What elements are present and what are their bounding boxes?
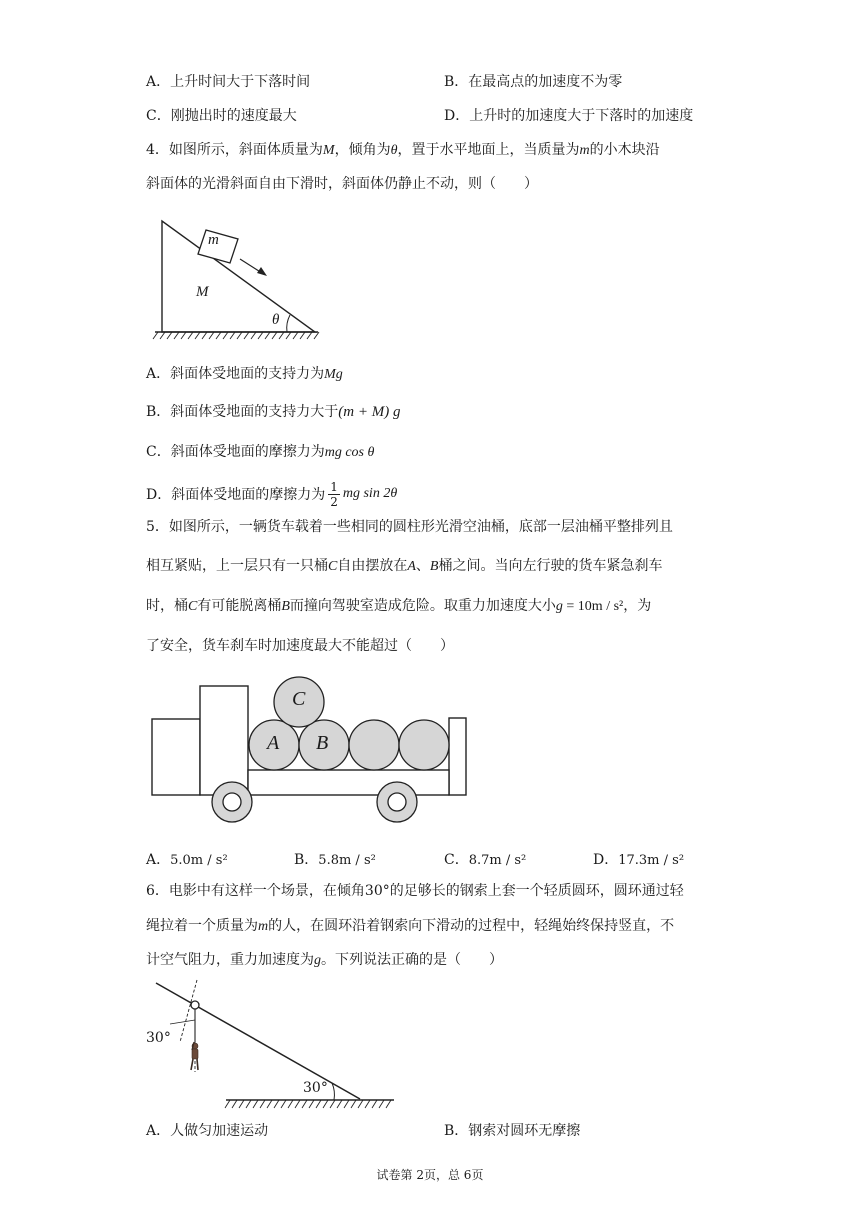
q5-option-a bbox=[146, 850, 228, 871]
q4-option-d-text: D．斜面体受地面的摩擦力为 bbox=[146, 487, 326, 503]
q4-option-d-math: mg sin 2θ bbox=[342, 486, 398, 501]
q5-truck-figure bbox=[148, 676, 473, 821]
q5-text: 桶之间。当向左行驶的货车紧急刹车 bbox=[438, 558, 663, 574]
q6-zipline-figure bbox=[150, 980, 400, 1110]
q5-text: 时，桶 bbox=[146, 598, 188, 614]
q5-option-d-letter: D． bbox=[593, 852, 619, 868]
q5-option-c-value: 8.7m / s² bbox=[468, 853, 527, 868]
q4-var-M: M bbox=[322, 143, 335, 158]
q3-option-a: A．上升时间大于下落时间 bbox=[146, 74, 311, 90]
q5-stem-line1: 5．如图所示，一辆货车载着一些相同的圆柱形光滑空油桶，底部一层油桶平整排列且 bbox=[146, 519, 673, 535]
q4-text: 4．如图所示，斜面体质量为 bbox=[146, 142, 323, 158]
q5-var-C: C bbox=[328, 559, 338, 574]
q4-option-b-math: (m + M) g bbox=[338, 404, 401, 420]
q5-var-B: B bbox=[281, 599, 290, 614]
q5-option-b-letter: B． bbox=[294, 852, 319, 868]
q5-var-A: A bbox=[407, 559, 416, 574]
q5-text: 相互紧贴，上一层只有一只桶 bbox=[146, 558, 328, 574]
q5-text: ，为 bbox=[623, 598, 652, 614]
q3-option-b: B．在最高点的加速度不为零 bbox=[444, 74, 623, 90]
q6-stem-line3 bbox=[146, 950, 503, 971]
q6-text: 6．电影中有这样一个场景，在倾角 bbox=[146, 883, 365, 899]
q6-stem-line2 bbox=[146, 916, 674, 937]
q6-option-b: B．钢索对圆环无摩擦 bbox=[444, 1123, 581, 1139]
q6-fig-angle-left: 30° bbox=[146, 1030, 171, 1046]
q3-option-c: C．刚抛出时的速度最大 bbox=[146, 108, 297, 124]
q6-var-m: m bbox=[258, 919, 269, 934]
q5-text: 自由摆放在 bbox=[337, 558, 408, 574]
person-figure bbox=[191, 1042, 198, 1070]
q5-stem-line3 bbox=[146, 596, 651, 617]
q6-fig-angle-bottom: 30° bbox=[303, 1080, 328, 1096]
q5-option-d bbox=[593, 850, 684, 871]
fraction-denominator: 2 bbox=[330, 494, 338, 509]
q4-option-d-fraction bbox=[328, 480, 340, 509]
q5-fig-label-B: B bbox=[316, 732, 329, 754]
q4-incline-figure bbox=[150, 215, 330, 340]
q5-option-b-value: 5.8m / s² bbox=[318, 853, 376, 868]
q5-option-c-letter: C． bbox=[444, 852, 469, 868]
q4-var-theta: θ bbox=[390, 143, 398, 158]
q5-option-a-value: 5.0m / s² bbox=[170, 853, 228, 868]
q5-fig-label-A: A bbox=[267, 732, 280, 754]
q5-option-c bbox=[444, 850, 526, 871]
q6-var-g: g bbox=[314, 953, 321, 968]
q3-option-d: D．上升时的加速度大于下落时的加速度 bbox=[444, 108, 694, 124]
q4-option-c-math: mg cos θ bbox=[324, 445, 375, 460]
q5-var-B: B bbox=[429, 559, 439, 574]
q6-text: 的足够长的钢索上套一个轻质圆环，圆环通过轻 bbox=[389, 883, 684, 899]
q6-option-a: A．人做匀加速运动 bbox=[146, 1123, 269, 1139]
q4-text: ，倾角为 bbox=[334, 142, 391, 158]
q5-option-d-value: 17.3m / s² bbox=[618, 853, 685, 868]
q4-option-a-text: A．斜面体受地面的支持力为 bbox=[146, 366, 325, 382]
q5-g-value: = 10m / s² bbox=[562, 599, 624, 614]
q6-stem-line1 bbox=[146, 881, 684, 901]
q5-stem-line4: 了安全，货车刹车时加速度最大不能超过（ ） bbox=[146, 638, 454, 654]
q6-text: 的人，在圆环沿着钢索向下滑动的过程中，轻绳始终保持竖直，不 bbox=[268, 918, 675, 934]
page-footer: 试卷第 2页，总 6页 bbox=[376, 1168, 484, 1182]
q5-var-g: g bbox=[555, 599, 563, 614]
q6-angle: 30° bbox=[364, 883, 390, 899]
q4-option-b bbox=[146, 402, 401, 422]
q5-text: 、 bbox=[415, 558, 430, 574]
q4-var-m: m bbox=[579, 143, 590, 158]
q5-option-b bbox=[294, 850, 376, 871]
q4-option-a bbox=[146, 364, 343, 385]
q4-text: 的小木块沿 bbox=[589, 142, 660, 158]
q4-stem-line1 bbox=[146, 140, 660, 161]
q4-option-c bbox=[146, 442, 374, 463]
q5-fig-label-C: C bbox=[292, 688, 306, 710]
q6-text: 绳拉着一个质量为 bbox=[146, 918, 258, 934]
q5-stem-line2 bbox=[146, 556, 662, 577]
fraction-numerator: 1 bbox=[330, 479, 338, 494]
q4-option-c-text: C．斜面体受地面的摩擦力为 bbox=[146, 444, 325, 460]
q6-text: 计空气阻力，重力加速度为 bbox=[146, 952, 314, 968]
q5-text: 有可能脱离桶 bbox=[197, 598, 282, 614]
q4-fig-label-m: m bbox=[208, 232, 219, 248]
q4-option-d bbox=[146, 474, 397, 514]
q5-var-C: C bbox=[188, 599, 198, 614]
q6-text: 。下列说法正确的是（ ） bbox=[321, 952, 503, 968]
q4-fig-label-theta: θ bbox=[272, 312, 280, 328]
q5-text: 而撞向驾驶室造成危险。取重力加速度大小 bbox=[289, 598, 556, 614]
q4-fig-label-M: M bbox=[196, 284, 209, 300]
q5-option-a-letter: A． bbox=[146, 852, 171, 868]
q4-text: ，置于水平地面上，当质量为 bbox=[397, 142, 580, 158]
q4-stem-line2: 斜面体的光滑斜面自由下滑时，斜面体仍静止不动，则（ ） bbox=[146, 176, 538, 192]
q4-option-a-math: Mg bbox=[324, 367, 343, 382]
q4-option-b-text: B．斜面体受地面的支持力大于 bbox=[146, 404, 339, 420]
